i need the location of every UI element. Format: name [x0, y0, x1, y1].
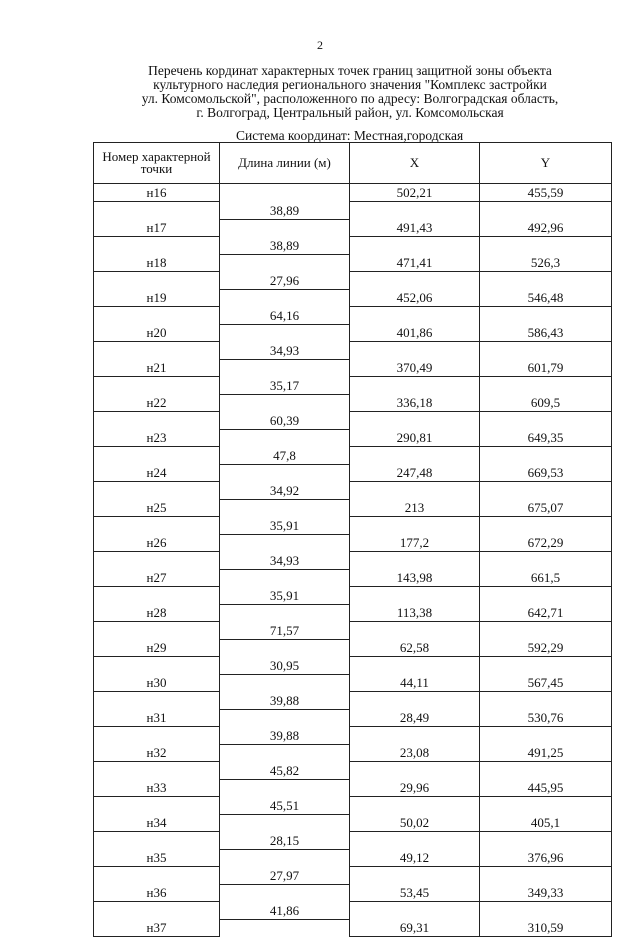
segment-spacer-cell: [350, 552, 480, 570]
table-segment-row: [94, 657, 612, 675]
line-length-cell: [220, 779, 350, 797]
segment-spacer-cell: [350, 727, 480, 745]
segment-spacer-cell: [350, 237, 480, 255]
x-coordinate-cell: 113,38: [350, 604, 480, 622]
segment-spacer-cell: [480, 867, 612, 885]
x-coordinate-cell: 213: [350, 499, 480, 517]
y-coordinate-cell: 405,1: [480, 814, 612, 832]
line-length-cell: [220, 709, 350, 727]
line-length-cell: 47,8: [220, 447, 350, 465]
segment-spacer-cell: [480, 237, 612, 255]
point-id-cell: н32: [94, 744, 220, 762]
table-segment-row: [94, 727, 612, 745]
line-length-cell: 28,15: [220, 832, 350, 850]
line-length-cell: [220, 744, 350, 762]
table-segment-row: [94, 202, 612, 220]
table-row: [94, 499, 612, 517]
x-coordinate-cell: 143,98: [350, 569, 480, 587]
line-length-cell: 30,95: [220, 657, 350, 675]
segment-spacer-cell: [350, 657, 480, 675]
x-coordinate-cell: 69,31: [350, 919, 480, 937]
table-row: [94, 569, 612, 587]
segment-spacer-cell: [350, 412, 480, 430]
y-coordinate-cell: 609,5: [480, 394, 612, 412]
segment-spacer-cell: [94, 797, 220, 815]
line-length-cell: [220, 604, 350, 622]
point-id-cell: н21: [94, 359, 220, 377]
segment-spacer-cell: [94, 412, 220, 430]
line-length-cell: [220, 919, 350, 937]
x-coordinate-cell: 247,48: [350, 464, 480, 482]
table-row: [94, 184, 612, 202]
segment-spacer-cell: [94, 377, 220, 395]
table-segment-row: [94, 692, 612, 710]
segment-spacer-cell: [350, 482, 480, 500]
line-length-cell: 45,82: [220, 762, 350, 780]
table-body: [94, 184, 612, 937]
segment-spacer-cell: [94, 867, 220, 885]
line-length-cell: 41,86: [220, 902, 350, 920]
segment-spacer-cell: [350, 307, 480, 325]
table-segment-row: [94, 552, 612, 570]
y-coordinate-cell: 586,43: [480, 324, 612, 342]
y-coordinate-cell: 601,79: [480, 359, 612, 377]
title-line: г. Волгоград, Центральный район, ул. Комсомольская: [196, 105, 504, 120]
segment-spacer-cell: [94, 272, 220, 290]
y-coordinate-cell: 530,76: [480, 709, 612, 727]
point-id-cell: н28: [94, 604, 220, 622]
line-length-cell: 35,91: [220, 587, 350, 605]
segment-spacer-cell: [480, 517, 612, 535]
segment-spacer-cell: [94, 657, 220, 675]
point-id-cell: н29: [94, 639, 220, 657]
point-id-cell: н31: [94, 709, 220, 727]
x-coordinate-cell: 370,49: [350, 359, 480, 377]
segment-spacer-cell: [480, 272, 612, 290]
point-id-cell: н20: [94, 324, 220, 342]
segment-spacer-cell: [480, 552, 612, 570]
table-header-row: [94, 143, 612, 184]
x-coordinate-cell: 62,58: [350, 639, 480, 657]
table-row: [94, 884, 612, 902]
table-segment-row: [94, 797, 612, 815]
x-coordinate-cell: 452,06: [350, 289, 480, 307]
title-line: культурного наследия регионального значения "Комплекс застройки: [153, 77, 547, 92]
segment-spacer-cell: [480, 902, 612, 920]
line-length-cell: [220, 429, 350, 447]
y-coordinate-cell: 592,29: [480, 639, 612, 657]
title-line: ул. Комсомольской", расположенного по адресу: Волгоградская область,: [141, 91, 559, 106]
table-segment-row: [94, 237, 612, 255]
line-length-cell: [220, 219, 350, 237]
y-coordinate-cell: 661,5: [480, 569, 612, 587]
point-id-cell: н27: [94, 569, 220, 587]
segment-spacer-cell: [480, 342, 612, 360]
line-length-cell: [220, 639, 350, 657]
coordinates-table: [93, 142, 612, 937]
line-length-cell: [220, 674, 350, 692]
x-coordinate-cell: 177,2: [350, 534, 480, 552]
title-line: Перечень кординат характерных точек границ защитной зоны объекта: [148, 63, 552, 78]
x-coordinate-cell: 491,43: [350, 219, 480, 237]
y-coordinate-cell: 349,33: [480, 884, 612, 902]
table-segment-row: [94, 587, 612, 605]
segment-spacer-cell: [350, 832, 480, 850]
segment-spacer-cell: [350, 377, 480, 395]
segment-spacer-cell: [480, 692, 612, 710]
point-id-cell: н16: [94, 184, 220, 202]
table-row: [94, 674, 612, 692]
y-coordinate-cell: 491,25: [480, 744, 612, 762]
line-length-cell: 38,89: [220, 202, 350, 220]
segment-spacer-cell: [480, 307, 612, 325]
table-segment-row: [94, 342, 612, 360]
y-coordinate-cell: 455,59: [480, 184, 612, 202]
table-row: [94, 429, 612, 447]
table-segment-row: [94, 867, 612, 885]
table-segment-row: [94, 517, 612, 535]
x-coordinate-cell: 50,02: [350, 814, 480, 832]
segment-spacer-cell: [480, 202, 612, 220]
point-id-cell: н34: [94, 814, 220, 832]
y-coordinate-cell: 526,3: [480, 254, 612, 272]
point-id-cell: н33: [94, 779, 220, 797]
y-coordinate-cell: 445,95: [480, 779, 612, 797]
point-id-cell: н18: [94, 254, 220, 272]
segment-spacer-cell: [94, 692, 220, 710]
table-row: [94, 324, 612, 342]
table-row: [94, 534, 612, 552]
table-row: [94, 464, 612, 482]
line-length-cell: 38,89: [220, 237, 350, 255]
segment-spacer-cell: [94, 342, 220, 360]
line-length-cell: [220, 324, 350, 342]
line-length-cell: 34,92: [220, 482, 350, 500]
line-length-cell: 34,93: [220, 552, 350, 570]
page-number: 2: [317, 38, 323, 52]
point-id-cell: н23: [94, 429, 220, 447]
segment-spacer-cell: [350, 342, 480, 360]
x-coordinate-cell: 336,18: [350, 394, 480, 412]
x-coordinate-cell: 401,86: [350, 324, 480, 342]
table-row: [94, 779, 612, 797]
segment-spacer-cell: [350, 272, 480, 290]
point-id-cell: н26: [94, 534, 220, 552]
line-length-cell: [220, 184, 350, 202]
table-row: [94, 254, 612, 272]
document-title: [90, 64, 610, 120]
point-id-cell: н35: [94, 849, 220, 867]
segment-spacer-cell: [480, 587, 612, 605]
segment-spacer-cell: [94, 307, 220, 325]
y-coordinate-cell: 675,07: [480, 499, 612, 517]
table-row: [94, 604, 612, 622]
line-length-cell: [220, 464, 350, 482]
x-coordinate-cell: 29,96: [350, 779, 480, 797]
segment-spacer-cell: [94, 587, 220, 605]
table-row: [94, 744, 612, 762]
segment-spacer-cell: [480, 622, 612, 640]
header-x: X: [350, 143, 480, 184]
x-coordinate-cell: 23,08: [350, 744, 480, 762]
point-id-cell: н30: [94, 674, 220, 692]
segment-spacer-cell: [94, 482, 220, 500]
x-coordinate-cell: 502,21: [350, 184, 480, 202]
segment-spacer-cell: [480, 412, 612, 430]
segment-spacer-cell: [94, 552, 220, 570]
line-length-cell: 71,57: [220, 622, 350, 640]
table-segment-row: [94, 762, 612, 780]
line-length-cell: [220, 499, 350, 517]
table-segment-row: [94, 412, 612, 430]
line-length-cell: 34,93: [220, 342, 350, 360]
y-coordinate-cell: 649,35: [480, 429, 612, 447]
y-coordinate-cell: 376,96: [480, 849, 612, 867]
x-coordinate-cell: 471,41: [350, 254, 480, 272]
segment-spacer-cell: [480, 797, 612, 815]
segment-spacer-cell: [350, 902, 480, 920]
header-y: Y: [480, 143, 612, 184]
line-length-cell: 60,39: [220, 412, 350, 430]
table-segment-row: [94, 307, 612, 325]
line-length-cell: 35,17: [220, 377, 350, 395]
table-row: [94, 219, 612, 237]
y-coordinate-cell: 546,48: [480, 289, 612, 307]
segment-spacer-cell: [480, 832, 612, 850]
segment-spacer-cell: [94, 727, 220, 745]
segment-spacer-cell: [94, 517, 220, 535]
header-line-length: Длина линии (м): [220, 143, 350, 184]
x-coordinate-cell: 290,81: [350, 429, 480, 447]
table-row: [94, 639, 612, 657]
line-length-cell: [220, 569, 350, 587]
y-coordinate-cell: 567,45: [480, 674, 612, 692]
line-length-cell: [220, 849, 350, 867]
table-segment-row: [94, 622, 612, 640]
y-coordinate-cell: 672,29: [480, 534, 612, 552]
line-length-cell: 39,88: [220, 692, 350, 710]
point-id-cell: н22: [94, 394, 220, 412]
table-row: [94, 289, 612, 307]
segment-spacer-cell: [480, 657, 612, 675]
segment-spacer-cell: [350, 797, 480, 815]
y-coordinate-cell: 669,53: [480, 464, 612, 482]
table-segment-row: [94, 272, 612, 290]
x-coordinate-cell: 49,12: [350, 849, 480, 867]
line-length-cell: [220, 884, 350, 902]
line-length-cell: 35,91: [220, 517, 350, 535]
segment-spacer-cell: [480, 482, 612, 500]
line-length-cell: [220, 814, 350, 832]
x-coordinate-cell: 53,45: [350, 884, 480, 902]
x-coordinate-cell: 28,49: [350, 709, 480, 727]
segment-spacer-cell: [350, 517, 480, 535]
table-row: [94, 709, 612, 727]
x-coordinate-cell: 44,11: [350, 674, 480, 692]
line-length-cell: 27,97: [220, 867, 350, 885]
segment-spacer-cell: [350, 587, 480, 605]
table-segment-row: [94, 832, 612, 850]
segment-spacer-cell: [94, 447, 220, 465]
point-id-cell: н25: [94, 499, 220, 517]
point-id-cell: н24: [94, 464, 220, 482]
header-point-number: Номер характерной точки: [94, 143, 220, 184]
table-segment-row: [94, 902, 612, 920]
segment-spacer-cell: [94, 832, 220, 850]
table-row: [94, 359, 612, 377]
table-segment-row: [94, 377, 612, 395]
table-row: [94, 394, 612, 412]
line-length-cell: [220, 254, 350, 272]
line-length-cell: 27,96: [220, 272, 350, 290]
segment-spacer-cell: [94, 622, 220, 640]
y-coordinate-cell: 492,96: [480, 219, 612, 237]
point-id-cell: н36: [94, 884, 220, 902]
segment-spacer-cell: [350, 762, 480, 780]
segment-spacer-cell: [350, 867, 480, 885]
line-length-cell: 45,51: [220, 797, 350, 815]
segment-spacer-cell: [480, 727, 612, 745]
table-row: [94, 849, 612, 867]
segment-spacer-cell: [480, 377, 612, 395]
segment-spacer-cell: [94, 762, 220, 780]
y-coordinate-cell: 310,59: [480, 919, 612, 937]
table-segment-row: [94, 447, 612, 465]
point-id-cell: н17: [94, 219, 220, 237]
segment-spacer-cell: [94, 202, 220, 220]
coordinate-system-label: Система координат: Местная,городская: [236, 128, 464, 143]
point-id-cell: н19: [94, 289, 220, 307]
line-length-cell: 39,88: [220, 727, 350, 745]
table-row: [94, 919, 612, 937]
point-id-cell: н37: [94, 919, 220, 937]
table-row: [94, 814, 612, 832]
segment-spacer-cell: [350, 447, 480, 465]
segment-spacer-cell: [480, 762, 612, 780]
table-segment-row: [94, 482, 612, 500]
segment-spacer-cell: [94, 902, 220, 920]
segment-spacer-cell: [350, 692, 480, 710]
line-length-cell: [220, 289, 350, 307]
segment-spacer-cell: [94, 237, 220, 255]
segment-spacer-cell: [350, 202, 480, 220]
line-length-cell: [220, 359, 350, 377]
segment-spacer-cell: [350, 622, 480, 640]
line-length-cell: [220, 534, 350, 552]
line-length-cell: 64,16: [220, 307, 350, 325]
segment-spacer-cell: [480, 447, 612, 465]
y-coordinate-cell: 642,71: [480, 604, 612, 622]
line-length-cell: [220, 394, 350, 412]
